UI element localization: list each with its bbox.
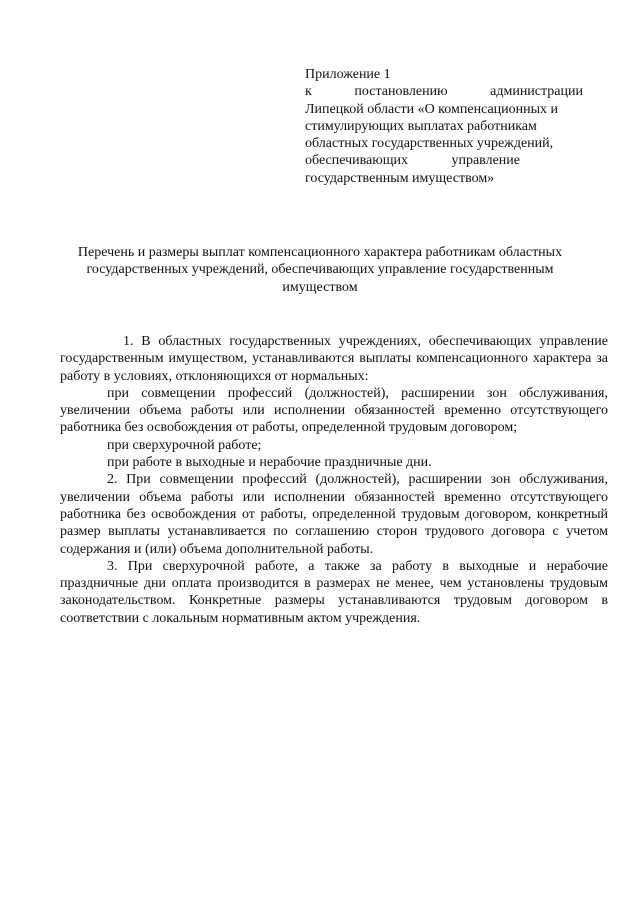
- appendix-line: Липецкой области «О компенсационных и: [305, 101, 559, 117]
- appendix-line: государственным имуществом»: [305, 170, 495, 186]
- appendix-line: к постановлению администрации: [305, 84, 583, 100]
- appendix-line: областных государственных учреждений,: [305, 136, 554, 152]
- appendix-number: Приложение 1: [305, 67, 391, 82]
- paragraph-2: при совмещении профессий (должностей), расширении зон обслуживания, увеличении объема работы или исполнении обязанностей временно отсутствующего работника без освобождения от работы, определенной трудовым договором;: [60, 385, 608, 436]
- paragraph-1: 1. В областных государственных учреждениях, обеспечивающих управление государственным имуществом, устанавливаются выплаты компенсационного характера за работу в условиях, отклоняющихся от нормальных:: [60, 334, 608, 384]
- paragraph-5: 2. При совмещении профессий (должностей), расширении зон обслуживания, увеличении объема работы или исполнении обязанностей временно отсутствующего работника без освобождения от работы, определенной трудовым договором, конкретный размер выплаты устанавливается по соглашению сторон трудового договора с учетом содержания и (или) объема дополнительной работы.: [60, 472, 608, 557]
- paragraph-4: при работе в выходные и нерабочие праздничные дни.: [107, 455, 432, 471]
- appendix-header: [305, 66, 583, 187]
- document-body: [60, 333, 608, 627]
- document-title: Перечень и размеры выплат компенсационного характера работникам областных государственных учреждений, обеспечивающих управление государственным имуществом: [77, 245, 563, 295]
- appendix-line: стимулирующих выплатах работникам: [305, 118, 537, 134]
- appendix-line: обеспечивающих управление: [305, 153, 520, 169]
- paragraph-3: при сверхурочной работе;: [107, 437, 262, 453]
- paragraph-6: 3. При сверхурочной работе, а также за работу в выходные и нерабочие праздничные дни оплата производится в размерах не менее, чем установлены трудовым законодательством. Конкретные размеры устанавливаются трудовым договором в соответствии с локальным нормативным актом учреждения.: [60, 558, 608, 626]
